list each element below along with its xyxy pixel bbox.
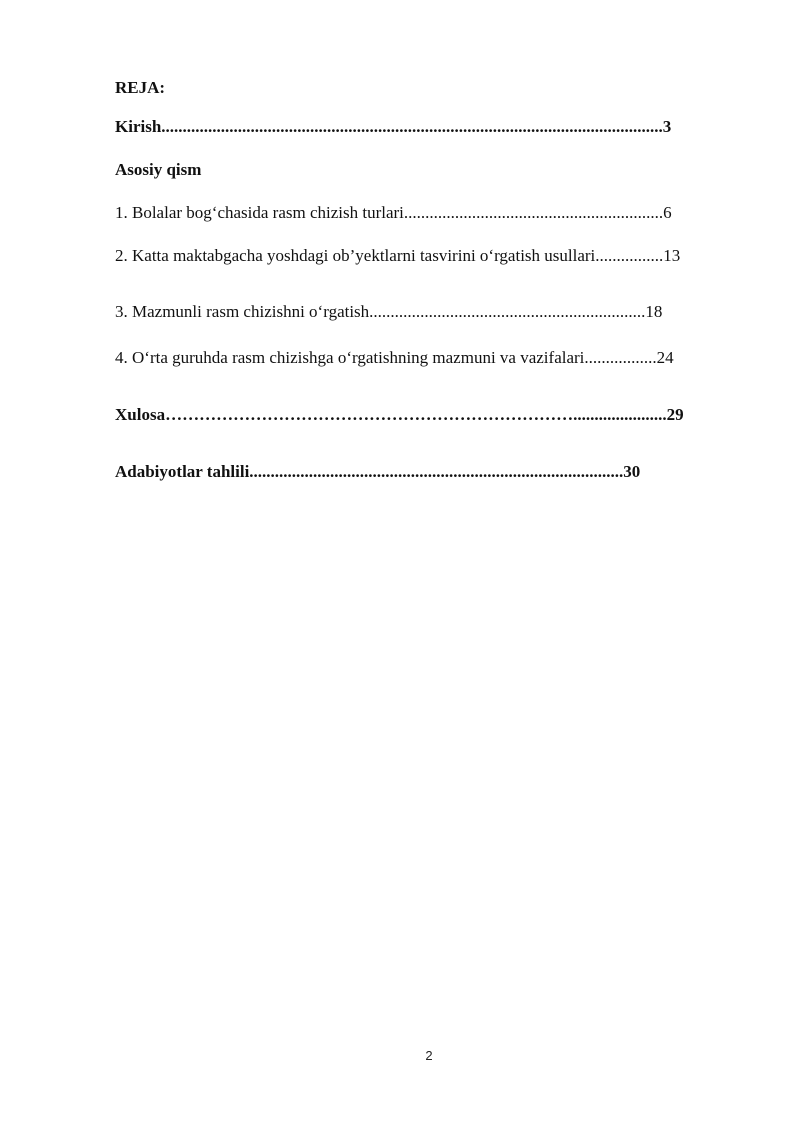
toc-heading: REJA:	[115, 78, 166, 97]
toc-entry-2: 2. Katta maktabgacha yoshdagi ob’yektlarni tasvirini o‘rgatish usullari................13	[115, 246, 681, 265]
toc-entry-introduction: Kirish......................................................................................................................3	[115, 117, 672, 136]
toc-entry-conclusion: Xulosa………………………………………………………………......................29	[115, 405, 684, 424]
page-number: 2	[425, 1048, 433, 1063]
toc-entry-4: 4. O‘rta guruhda rasm chizishga o‘rgatishning mazmuni va vazifalari.................24	[115, 348, 674, 367]
toc-entry-literature: Adabiyotlar tahlili........................................................................................30	[115, 462, 641, 481]
toc-section-main: Asosiy qism	[115, 160, 202, 179]
toc-entry-3: 3. Mazmunli rasm chizishni o‘rgatish.................................................................18	[115, 302, 663, 321]
toc-entry-1: 1. Bolalar bog‘chasida rasm chizish turlari.............................................................6	[115, 203, 672, 222]
